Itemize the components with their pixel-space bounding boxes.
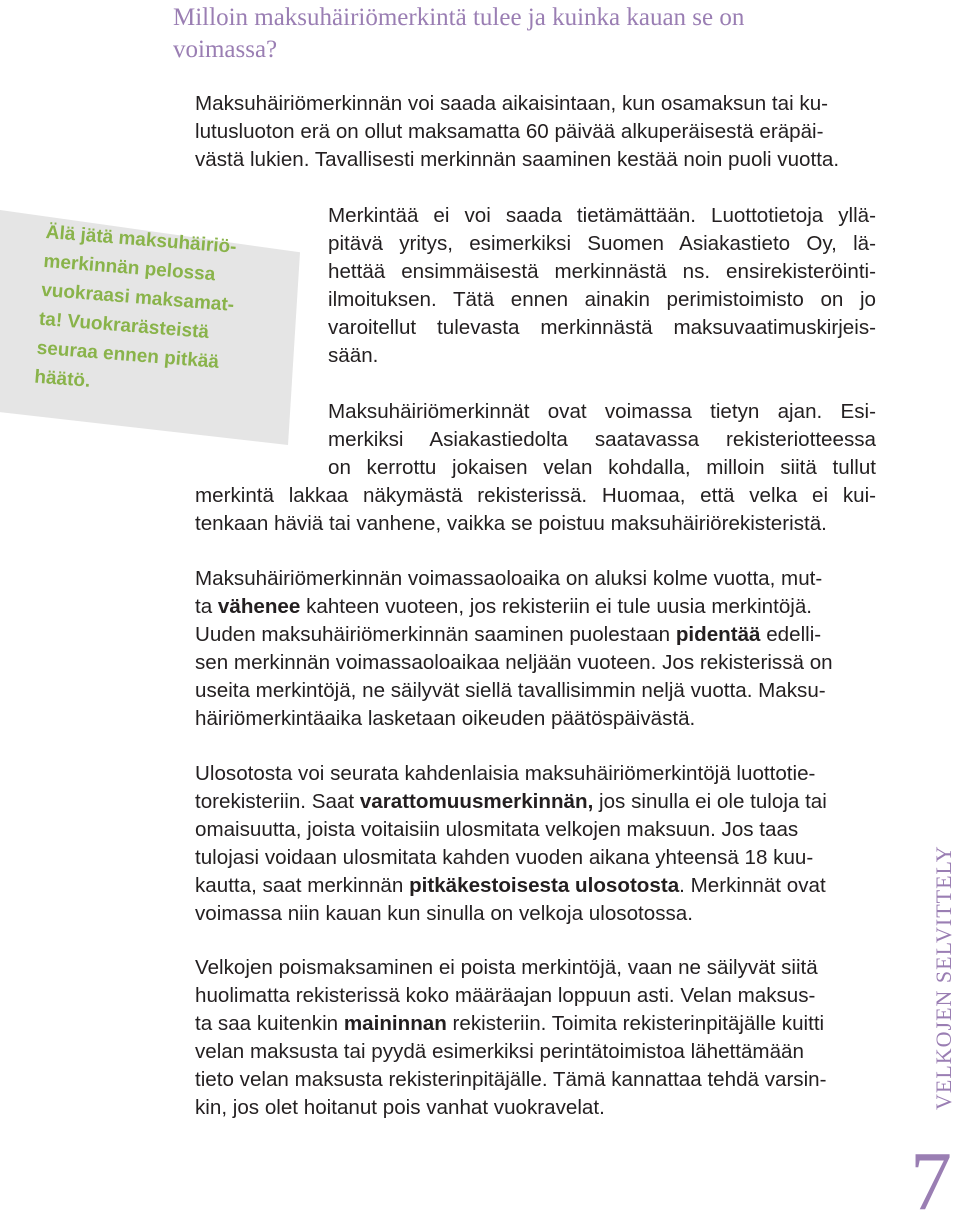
text-line: häiriömerkintäaika lasketaan oikeuden päätöspäivästä. — [195, 707, 696, 730]
chapter-side-label: VELKOJEN SELVITTELY — [931, 845, 956, 1110]
text-line: sen merkinnän voimassaoloaikaa neljään vuoteen. Jos rekisterissä on — [195, 651, 833, 674]
text-line: ta saa kuitenkin maininnan rekisteriin. Toimita rekisterinpitäjälle kuitti — [195, 1012, 825, 1035]
text-line: Maksuhäiriömerkinnät ovat voimassa tietyn ajan. Esi- — [328, 400, 876, 423]
text-line: omaisuutta, joista voitaisiin ulosmitata velkojen maksuun. Jos taas — [195, 818, 799, 841]
callout-line: Älä jätä maksuhäiriö- — [45, 221, 238, 258]
paragraph-enforcement — [195, 760, 876, 928]
text-line: Merkintää ei voi saada tietämättään. Luottotietoja yllä- — [328, 204, 876, 227]
callout-line: vuokraasi maksamat- — [40, 279, 235, 316]
text-line: kautta, saat merkinnän pitkäkestoisesta ulosotosta. Merkinnät ovat — [195, 874, 826, 897]
emphasis-pitkakestoinen: pitkäkestoisesta ulosotosta — [409, 874, 680, 897]
text-line: ilmoituksen. Tätä ennen ainakin perimistoimisto on jo — [328, 288, 876, 311]
text-line: pitävä yritys, esimerkiksi Suomen Asiakastieto Oy, lä- — [328, 232, 876, 255]
heading-line: voimassa? — [173, 36, 278, 63]
text-line: Uuden maksuhäiriömerkinnän saaminen puolestaan pidentää edelli- — [195, 623, 822, 646]
text-line: ta vähenee kahteen vuoteen, jos rekisteriin ei tule uusia merkintöjä. — [195, 595, 813, 618]
paragraph-repayment — [195, 954, 876, 1122]
text-line: merkiksi Asiakastiedolta saatavassa rekisteriotteessa — [328, 428, 876, 451]
emphasis-maininta: maininnan — [343, 1012, 447, 1035]
paragraph-validity — [195, 398, 876, 538]
text-line: Maksuhäiriömerkinnän voi saada aikaisintaan, kun osamaksun tai ku- — [195, 92, 829, 115]
paragraph-duration — [195, 565, 876, 733]
callout-line: ta! Vuokrarästeistä — [38, 308, 210, 344]
callout-warning — [33, 218, 291, 411]
paragraph-when-marked — [195, 90, 875, 174]
text-line: tieto velan maksusta rekisterinpitäjälle. Tämä kannattaa tehdä varsin- — [195, 1068, 827, 1091]
text-line: torekisteriin. Saat varattomuusmerkinnän, jos sinulla ei ole tuloja tai — [195, 790, 827, 813]
text-line: lutusluoton erä on ollut maksamatta 60 päivää alkuperäisestä eräpäi- — [195, 120, 824, 143]
text-line: voimassa niin kauan kun sinulla on velkoja ulosotossa. — [195, 902, 693, 925]
text-line: Ulosotosta voi seurata kahdenlaisia maksuhäiriömerkintöjä luottotie- — [195, 762, 816, 785]
text-line: sään. — [328, 344, 379, 367]
text-line: tenkaan häviä tai vanhene, vaikka se poistuu maksuhäiriörekisteristä. — [195, 512, 827, 535]
text-line: merkintä lakkaa näkymästä rekisterissä. Huomaa, että velka ei kui- — [195, 484, 876, 507]
text-line: tulojasi voidaan ulosmitata kahden vuoden aikana yhteensä 18 kuu- — [195, 846, 814, 869]
callout-line: häätö. — [33, 366, 92, 392]
emphasis-pidentaa: pidentää — [675, 623, 761, 646]
emphasis-vahenee: vähenee — [217, 595, 301, 618]
section-heading — [173, 2, 873, 66]
heading-line: Milloin maksuhäiriömerkintä tulee ja kuinka kauan se on — [173, 4, 745, 31]
text-line: Velkojen poismaksaminen ei poista merkintöjä, vaan ne säilyvät siitä — [195, 956, 818, 979]
callout-line: seuraa ennen pitkää — [35, 337, 220, 373]
paragraph-notification — [328, 202, 876, 370]
text-line: huolimatta rekisterissä koko määräajan loppuun asti. Velan maksus- — [195, 984, 816, 1007]
text-line: velan maksusta tai pyydä esimerkiksi perintätoimistoa lähettämään — [195, 1040, 804, 1063]
text-line: hettää ensimmäisestä merkinnästä ns. ensirekisteröinti- — [328, 260, 876, 283]
page-number: 7 — [910, 1135, 952, 1228]
text-line: on kerrottu jokaisen velan kohdalla, milloin siitä tullut — [328, 456, 876, 479]
emphasis-varattomuus: varattomuusmerkinnän, — [359, 790, 594, 813]
callout-line: merkinnän pelossa — [42, 250, 217, 286]
text-line: kin, jos olet hoitanut pois vanhat vuokravelat. — [195, 1096, 605, 1119]
text-line: useita merkintöjä, ne säilyvät siellä tavallisimmin neljä vuotta. Maksu- — [195, 679, 826, 702]
text-line: Maksuhäiriömerkinnän voimassaoloaika on aluksi kolme vuotta, mut- — [195, 567, 823, 590]
text-line: varoitellut tulevasta merkinnästä maksuvaatimuskirjeis- — [328, 316, 876, 339]
text-line: västä lukien. Tavallisesti merkinnän saaminen kestää noin puoli vuotta. — [195, 148, 840, 171]
